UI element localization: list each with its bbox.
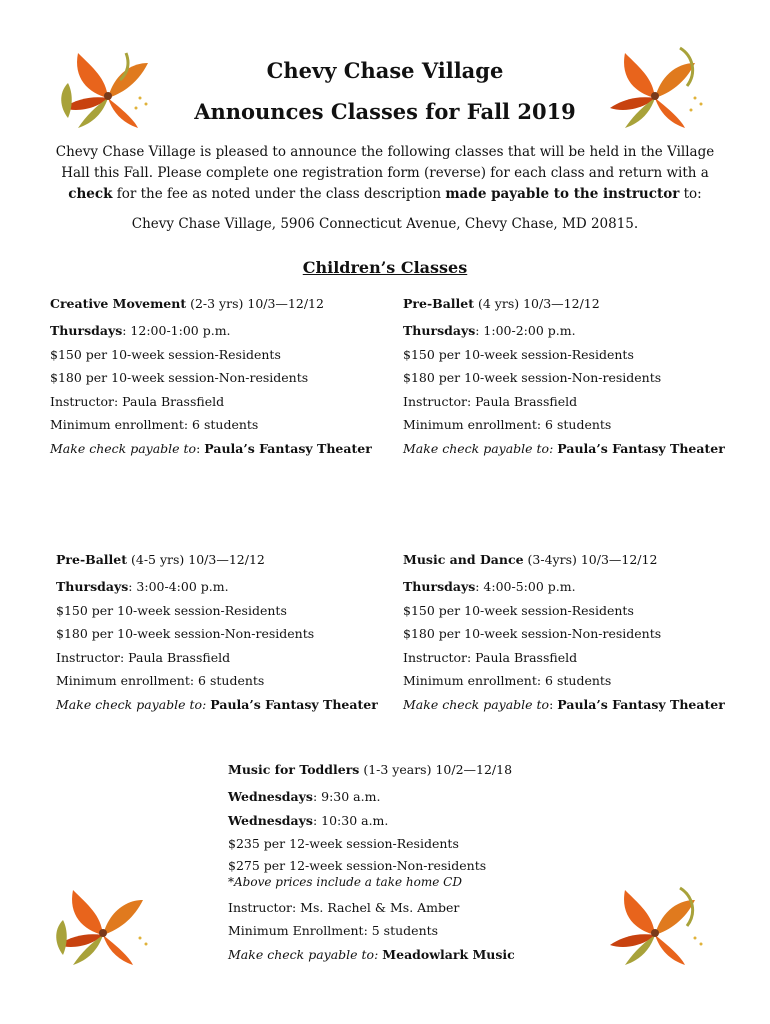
class-name: Music and Dance <box>403 552 524 567</box>
class-card-pre-ballet-4-5 <box>56 550 378 718</box>
autumn-leaves-icon <box>605 880 715 975</box>
class-payee: Meadowlark Music <box>382 946 515 962</box>
class-age-dates: (4 yrs) 10/3—12/12 <box>474 296 600 311</box>
intro-text-3: to: <box>679 186 702 202</box>
class-payable-label: Make check payable to <box>403 696 550 712</box>
class-time: : 10:30 a.m. <box>312 812 389 828</box>
class-name: Creative Movement <box>50 296 187 311</box>
class-payable-sep: : <box>549 696 558 712</box>
class-resident-fee: $150 per 10-week session-Residents <box>56 602 287 618</box>
class-nonresident-fee: $180 per 10-week session-Non-residents <box>403 370 662 385</box>
class-nonresident-fee: $180 per 10-week session-Non-residents <box>56 626 315 641</box>
class-resident-fee: $235 per 12-week session-Residents <box>228 836 459 851</box>
class-min-enrollment: Minimum enrollment: 6 students <box>56 673 265 688</box>
class-name: Music for Toddlers <box>228 762 360 777</box>
class-time: : 4:00-5:00 p.m. <box>475 579 576 594</box>
section-title: Children’s Classes <box>302 258 468 277</box>
class-day: Thursdays <box>50 323 123 338</box>
intro-text-1: Chevy Chase Village is pleased to announce the following classes that will be held in the Village Hall this Fall. Please complete one registration form (reverse) for each class and return with a <box>55 144 715 181</box>
page-title: Chevy Chase Village <box>266 58 504 83</box>
class-name: Pre-Ballet <box>56 552 128 567</box>
class-resident-fee: $150 per 10-week session-Residents <box>50 346 281 362</box>
class-min-enrollment: Minimum enrollment: 6 students <box>403 673 612 688</box>
class-time: : 12:00-1:00 p.m. <box>122 323 231 338</box>
class-resident-fee: $150 per 10-week session-Residents <box>403 346 634 362</box>
class-age-dates: (1-3 years) 10/2—12/18 <box>359 762 513 777</box>
class-nonresident-fee: $275 per 12-week session-Non-residents <box>228 857 487 873</box>
village-address: Chevy Chase Village, 5906 Connecticut Avenue, Chevy Chase, MD 20815. <box>131 216 639 232</box>
class-payable-label: Make check payable to: <box>403 440 554 456</box>
intro-text-2: for the fee as noted under the class description <box>112 186 446 202</box>
class-payee: Paula’s Fantasy Theater <box>557 440 725 456</box>
class-age-dates: (3-4yrs) 10/3—12/12 <box>523 552 658 567</box>
intro-paragraph <box>50 142 720 205</box>
autumn-leaves-icon <box>48 880 158 975</box>
class-instructor: Instructor: Paula Brassfield <box>56 649 231 665</box>
class-payee: Paula’s Fantasy Theater <box>204 440 372 456</box>
intro-payable-word: made payable to the instructor <box>445 186 680 202</box>
class-day: Wednesdays <box>228 789 313 804</box>
class-instructor: Instructor: Paula Brassfield <box>403 649 578 665</box>
class-payee: Paula’s Fantasy Theater <box>557 696 725 712</box>
class-name: Pre-Ballet <box>403 296 475 311</box>
class-payable-label: Make check payable to: <box>56 696 207 712</box>
class-card-pre-ballet-4 <box>403 294 725 462</box>
class-time: : 3:00-4:00 p.m. <box>128 579 229 594</box>
class-min-enrollment: Minimum Enrollment: 5 students <box>228 923 439 938</box>
class-day: Wednesdays <box>228 812 313 828</box>
class-age-dates: (4-5 yrs) 10/3—12/12 <box>127 552 265 567</box>
class-age-dates: (2-3 yrs) 10/3—12/12 <box>186 296 324 311</box>
class-instructor: Instructor: Paula Brassfield <box>403 393 578 409</box>
class-resident-fee: $150 per 10-week session-Residents <box>403 602 634 618</box>
class-payable-label: Make check payable to: <box>228 946 379 962</box>
class-time: : 1:00-2:00 p.m. <box>475 323 576 338</box>
class-instructor: Instructor: Ms. Rachel & Ms. Amber <box>228 899 460 915</box>
class-nonresident-fee: $180 per 10-week session-Non-residents <box>403 626 662 641</box>
class-day: Thursdays <box>403 323 476 338</box>
class-card-creative-movement <box>50 294 372 462</box>
class-min-enrollment: Minimum enrollment: 6 students <box>50 417 259 432</box>
class-nonresident-fee: $180 per 10-week session-Non-residents <box>50 370 309 385</box>
class-instructor: Instructor: Paula Brassfield <box>50 393 225 409</box>
class-card-music-for-toddlers <box>228 760 515 968</box>
class-min-enrollment: Minimum enrollment: 6 students <box>403 417 612 432</box>
class-card-music-and-dance <box>403 550 725 718</box>
class-time: : 9:30 a.m. <box>312 789 381 804</box>
class-payable-label: Make check payable to <box>50 440 197 456</box>
page-subtitle: Announces Classes for Fall 2019 <box>194 99 576 124</box>
intro-check-word: check <box>68 186 113 202</box>
class-price-note: *Above prices include a take home CD <box>228 874 462 889</box>
class-payee: Paula’s Fantasy Theater <box>210 696 378 712</box>
class-day: Thursdays <box>56 579 129 594</box>
class-day: Thursdays <box>403 579 476 594</box>
class-payable-sep: : <box>196 440 205 456</box>
